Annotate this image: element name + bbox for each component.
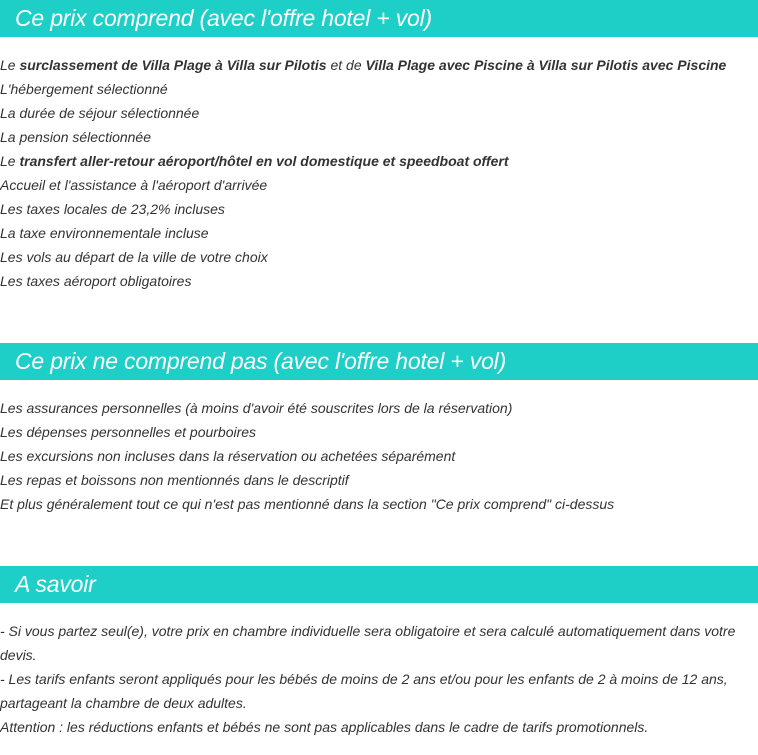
included-section bbox=[0, 0, 758, 293]
list-item: Les repas et boissons non mentionnés dans le descriptif bbox=[0, 472, 349, 488]
excluded-title: Ce prix ne comprend pas (avec l'offre hotel + vol) bbox=[15, 348, 507, 374]
list-item: La durée de séjour sélectionnée bbox=[0, 105, 200, 121]
list-item: Les assurances personnelles (à moins d'avoir été souscrites lors de la réservation) bbox=[0, 400, 513, 416]
list-item: La pension sélectionnée bbox=[0, 129, 152, 145]
info-header bbox=[0, 566, 758, 603]
included-title: Ce prix comprend (avec l'offre hotel + vol) bbox=[15, 5, 433, 31]
info-line: - Les tarifs enfants seront appliqués pour les bébés de moins de 2 ans et/ou pour les enfants de 2 à moins de 12 ans, partageant la chambre de deux adultes. bbox=[0, 671, 728, 711]
list-item: Et plus généralement tout ce qui n'est pas mentionné dans la section "Ce prix comprend" ci-dessus bbox=[0, 496, 615, 512]
info-line: Attention : les réductions enfants et bébés ne sont pas applicables dans le cadre de tarifs promotionnels. bbox=[0, 719, 649, 735]
info-text bbox=[0, 603, 758, 739]
list-item: Le surclassement de Villa Plage à Villa sur Pilotis et de Villa Plage avec Piscine à Villa sur Pilotis avec Piscine bbox=[0, 57, 727, 73]
list-item: Les dépenses personnelles et pourboires bbox=[0, 424, 257, 440]
excluded-section bbox=[0, 343, 758, 516]
info-line: - Si vous partez seul(e), votre prix en chambre individuelle sera obligatoire et sera calculé automatiquement dans votre devis. bbox=[0, 623, 736, 663]
list-item: Les vols au départ de la ville de votre choix bbox=[0, 249, 268, 265]
list-item: Accueil et l'assistance à l'aéroport d'arrivée bbox=[0, 177, 268, 193]
list-item: Les excursions non incluses dans la réservation ou achetées séparément bbox=[0, 448, 456, 464]
info-section bbox=[0, 566, 758, 739]
excluded-header bbox=[0, 343, 758, 380]
list-item: Les taxes aéroport obligatoires bbox=[0, 273, 192, 289]
list-item: Les taxes locales de 23,2% incluses bbox=[0, 201, 225, 217]
excluded-list bbox=[0, 380, 758, 516]
list-item: Le transfert aller-retour aéroport/hôtel en vol domestique et speedboat offert bbox=[0, 153, 509, 169]
list-item: La taxe environnementale incluse bbox=[0, 225, 209, 241]
included-list bbox=[0, 37, 758, 293]
list-item: L'hébergement sélectionné bbox=[0, 81, 168, 97]
included-header bbox=[0, 0, 758, 37]
info-title: A savoir bbox=[15, 571, 96, 597]
